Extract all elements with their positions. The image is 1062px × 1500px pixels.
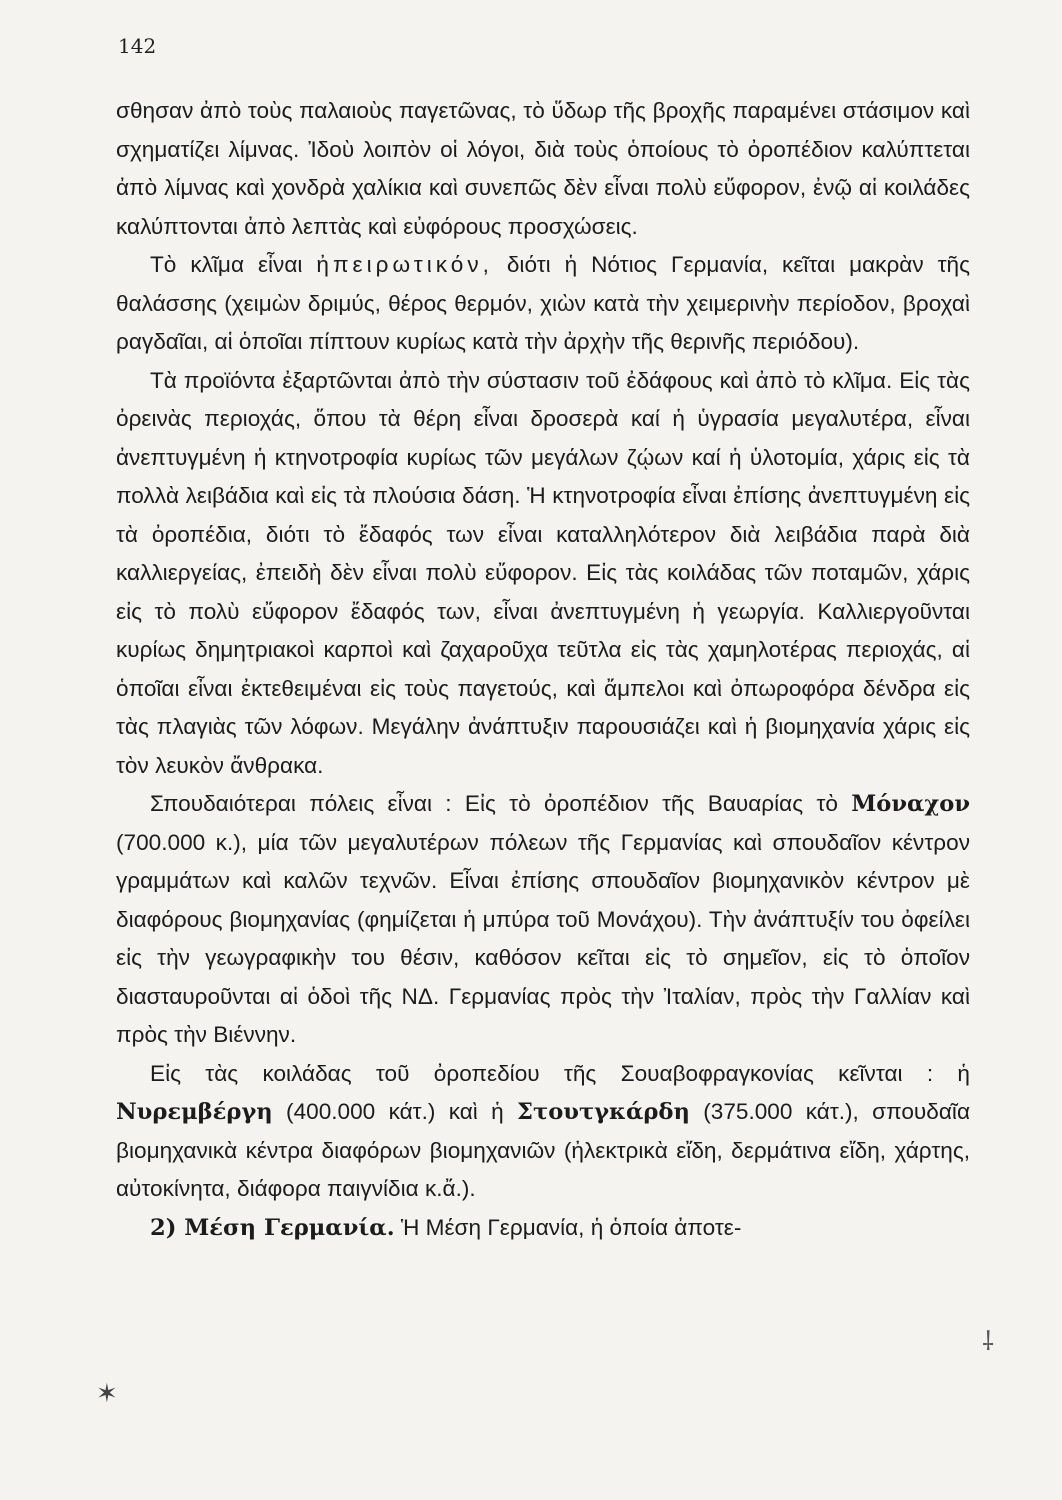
city-nuremberg: Νυρεμβέργη	[116, 1099, 273, 1125]
body-text	[116, 92, 970, 1247]
paragraph-4	[116, 785, 970, 1055]
paragraph-5-rest: (375.000 κάτ.), σπουδαῖα βιομηχανικὰ κέντρα διαφόρων βιομηχανιῶν (ἠλεκτρικὰ εἴδη, δερμάτινα εἴδη, χάρτης, αὐτοκίνητα, διάφορα παιγνίδια κ.ἄ.).	[116, 1099, 971, 1201]
paragraph-6-rest: Ἡ Μέση Γερμανία, ἡ ὁποία ἀποτε-	[394, 1214, 742, 1240]
section-heading: 2) Μέση Γερμανία.	[150, 1214, 395, 1241]
paragraph-1: σθησαν ἀπὸ τοὺς παλαιοὺς παγετῶνας, τὸ ὕδωρ τῆς βροχῆς παραμένει στάσιμον καὶ σχηματίζει λίμνας. Ἰδοὺ λοιπὸν οἱ λόγοι, διὰ τοὺς ὁποίους τὸ ὀροπέδιον καλύπτεται ἀπὸ λίμνας καὶ χονδρὰ χαλίκια καὶ συνεπῶς δὲν εἶναι πολὺ εὔφορον, ἐνῷ αἱ κοιλάδες καλύπτονται ἀπὸ λεπτὰς καὶ εὐφόρους προσχώσεις.	[116, 98, 970, 239]
paragraph-5-start: Εἰς τὰς κοιλάδας τοῦ ὀροπεδίου τῆς Σουαβοφραγκονίας κεῖνται : ἡ	[150, 1060, 970, 1086]
paragraph-5	[116, 1055, 970, 1209]
city-stuttgart: Στουτγκάρδη	[517, 1099, 690, 1125]
paragraph-2	[116, 246, 970, 362]
margin-annotation-icon: ⸸	[982, 1326, 995, 1356]
paragraph-4-rest: (700.000 κ.), μία τῶν μεγαλυτέρων πόλεων τῆς Γερμανίας καὶ σπουδαῖον κέντρον γραμμάτων καὶ καλῶν τεχνῶν. Εἶναι ἐπίσης σπουδαῖον βιομηχανικὸν κέντρον μὲ διαφόρους βιομηχανίας (φημίζεται ἡ μπύρα τοῦ Μονάχου). Τὴν ἀνάπτυξίν του ὀφείλει εἰς τὴν γεωγραφικὴν του θέσιν, καθόσον κεῖται εἰς τὸ σημεῖον, εἰς τὸ ὁποῖον διασταυροῦνται αἱ ὁδοὶ τῆς ΝΔ. Γερμανίας πρὸς τὴν Ἰταλίαν, πρὸς τὴν Γαλλίαν καὶ πρὸς τὴν Βιέννην.	[116, 829, 970, 1047]
paragraph-2-rest: διότι ἡ Νότιος Γερμανία, κεῖται μακρὰν τῆς θαλάσσης (χειμὼν δριμύς, θέρος θερμόν, χιὼν κατὰ τὴν χειμερινὴν περίοδον, βροχαὶ ραγδαῖαι, αἱ ὁποῖαι πίπτουν κυρίως κατὰ τὴν ἀρχὴν τῆς θερινῆς περιόδου).	[116, 252, 970, 354]
paragraph-2-emphasis: ἠπειρωτικόν,	[316, 252, 493, 277]
paragraph-4-start: Σπουδαιότεραι πόλεις εἶναι : Εἰς τὸ ὀροπέδιον τῆς Βαυαρίας τὸ	[150, 791, 852, 816]
star-annotation-icon: ✶	[96, 1378, 118, 1408]
paragraph-3: Τὰ προϊόντα ἐξαρτῶνται ἀπὸ τὴν σύστασιν τοῦ ἐδάφους καὶ ἀπὸ τὸ κλῖμα. Εἰς τὰς ὀρεινὰς περιοχάς, ὅπου τὰ θέρη εἶναι δροσερὰ καί ἡ ὑγρασία μεγαλυτέρα, εἶναι ἀνεπτυγμένη ἡ κτηνοτροφία κυρίως τῶν μεγάλων ζῴων καί ἡ ὑλοτομία, χάρις εἰς τὰ πολλὰ λειβάδια καὶ εἰς τὰ πλούσια δάση. Ἡ κτηνοτροφία εἶναι ἐπίσης ἀνεπτυγμένη εἰς τὰ ὀροπέδια, διότι τὸ ἔδαφός των εἶναι καταλληλότερον διὰ λειβάδια παρὰ διὰ καλλιεργείας, ἐπειδὴ δὲν εἶναι πολὺ εὔφορον. Εἰς τὰς κοιλάδας τῶν ποταμῶν, χάρις εἰς τὸ πολὺ εὔφορον ἔδαφός των, εἶναι ἀνεπτυγμένη ἡ γεωργία. Καλλιεργοῦνται κυρίως δημητριακοὶ καρποὶ καὶ ζαχαροῦχα τεῦτλα εἰς τὰς χαμηλοτέρας περιοχάς, αἱ ὁποῖαι εἶναι ἐκτεθειμέναι εἰς τοὺς παγετούς, καὶ ἄμπελοι καὶ ὀπωροφόρα δένδρα εἰς τὰς πλαγιὰς τῶν λόφων. Μεγάλην ἀνάπτυξιν παρουσιάζει καὶ ἡ βιομηχανία χάρις εἰς τὸν λευκὸν ἄνθρακα.	[116, 367, 970, 778]
page-number: 142	[118, 34, 157, 58]
paragraph-5-mid: (400.000 κάτ.) καὶ ἡ	[272, 1099, 518, 1124]
paragraph-2-start: Τὸ κλῖμα εἶναι	[150, 252, 317, 277]
paragraph-6	[116, 1209, 970, 1248]
city-munich: Μόναχον	[851, 791, 970, 817]
